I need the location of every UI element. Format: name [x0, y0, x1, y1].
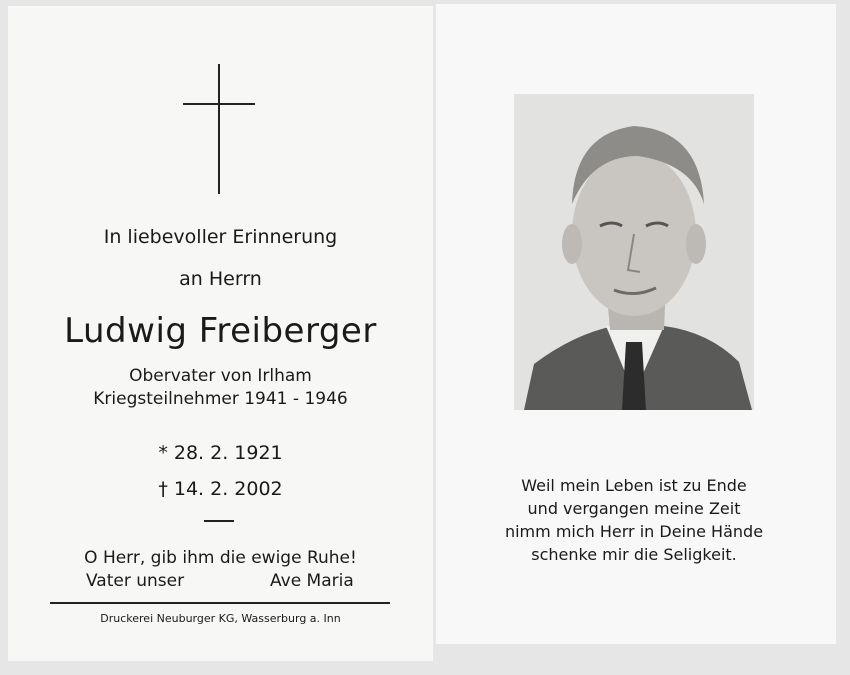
salutation-text: an Herrn — [179, 268, 262, 290]
poem — [476, 474, 792, 566]
deceased-name: Ludwig Freiberger — [64, 311, 377, 351]
memorial-card-left — [8, 6, 433, 661]
poem-line: nimm mich Herr in Deine Hände — [504, 522, 764, 541]
intro-text: In liebevoller Erinnerung — [103, 226, 338, 248]
poem-line: und vergangen meine Zeit — [527, 499, 741, 518]
poem-line: Weil mein Leben ist zu Ende — [521, 476, 747, 495]
poem-line: schenke mir die Seligkeit. — [531, 545, 737, 564]
prayer-vater-unser: Vater unser — [86, 571, 185, 591]
memorial-card-right — [436, 4, 836, 644]
divider-dash — [204, 520, 234, 522]
cross-icon — [218, 64, 220, 194]
printer-credit: Druckerei Neuburger KG, Wasserburg a. Inn — [100, 612, 341, 625]
birth-date: * 28. 2. 1921 — [158, 442, 283, 464]
death-date: † 14. 2. 2002 — [158, 478, 283, 500]
divider-rule — [50, 602, 390, 604]
war-service-text: Kriegsteilnehmer 1941 - 1946 — [93, 389, 348, 409]
role-text: Obervater von Irlham — [129, 366, 312, 386]
portrait-photo — [514, 94, 754, 410]
prayer-ave-maria: Ave Maria — [270, 571, 354, 591]
prayer-text: O Herr, gib ihm die ewige Ruhe! — [84, 548, 357, 568]
cross-icon-bar — [183, 103, 255, 105]
portrait-illustration — [514, 94, 754, 410]
